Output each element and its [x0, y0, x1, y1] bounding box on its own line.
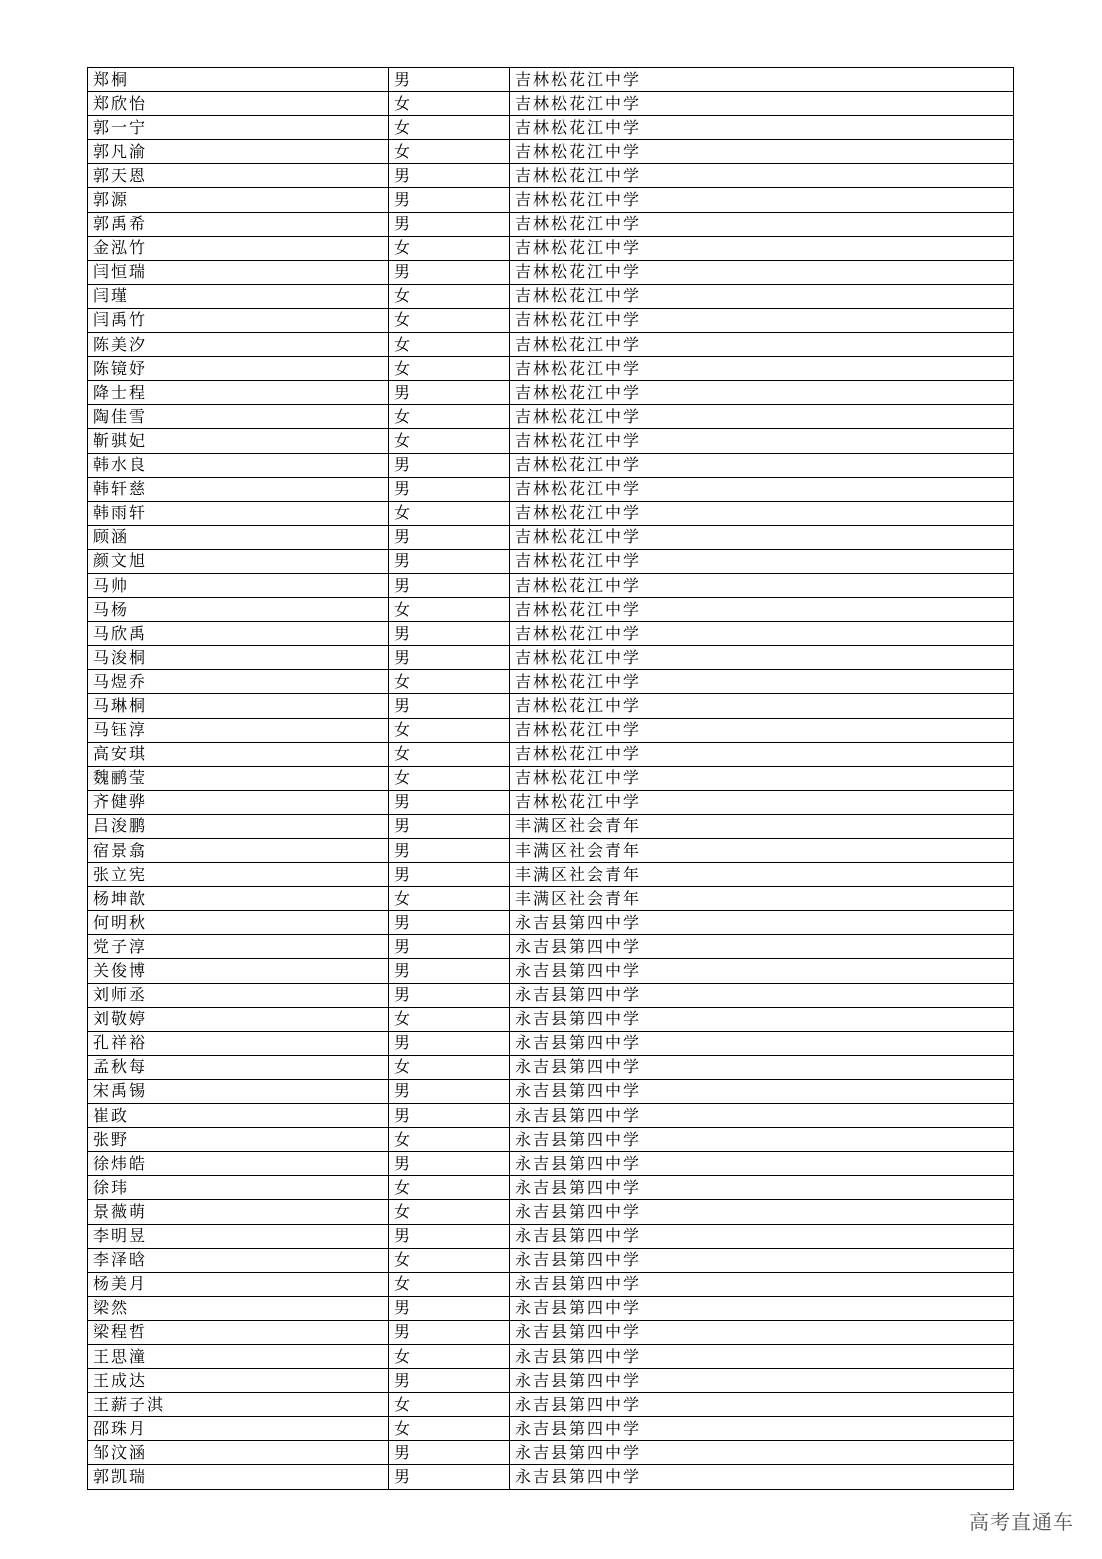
student-name-cell: 马煜乔	[88, 670, 389, 694]
student-name-cell: 刘师丞	[88, 983, 389, 1007]
gender-cell: 男	[389, 164, 510, 188]
student-name-cell: 孟秋每	[88, 1055, 389, 1079]
gender-cell: 女	[389, 116, 510, 140]
table-row	[88, 333, 1014, 357]
gender-cell: 男	[389, 212, 510, 236]
table-row	[88, 357, 1014, 381]
table-row	[88, 1200, 1014, 1224]
school-cell: 吉林松花江中学	[510, 790, 1014, 814]
student-name-cell: 景薇萌	[88, 1200, 389, 1224]
school-cell: 永吉县第四中学	[510, 1465, 1014, 1489]
table-row	[88, 1296, 1014, 1320]
student-name-cell: 吕浚鹏	[88, 814, 389, 838]
table-row	[88, 766, 1014, 790]
student-roster-table	[87, 67, 1014, 1490]
table-row	[88, 1055, 1014, 1079]
gender-cell: 男	[389, 839, 510, 863]
student-name-cell: 闫禹竹	[88, 308, 389, 332]
school-cell: 吉林松花江中学	[510, 477, 1014, 501]
gender-cell: 女	[389, 1055, 510, 1079]
student-name-cell: 马杨	[88, 598, 389, 622]
school-cell: 永吉县第四中学	[510, 1248, 1014, 1272]
table-row	[88, 381, 1014, 405]
gender-cell: 男	[389, 622, 510, 646]
watermark-text: 高考直通车	[969, 1510, 1074, 1534]
student-name-cell: 降士程	[88, 381, 389, 405]
student-name-cell: 徐玮	[88, 1176, 389, 1200]
table-row	[88, 790, 1014, 814]
student-name-cell: 马欣禹	[88, 622, 389, 646]
school-cell: 吉林松花江中学	[510, 622, 1014, 646]
school-cell: 吉林松花江中学	[510, 92, 1014, 116]
table-row	[88, 1369, 1014, 1393]
table-row	[88, 718, 1014, 742]
school-cell: 吉林松花江中学	[510, 718, 1014, 742]
school-cell: 吉林松花江中学	[510, 573, 1014, 597]
gender-cell: 男	[389, 477, 510, 501]
gender-cell: 女	[389, 1272, 510, 1296]
school-cell: 永吉县第四中学	[510, 1176, 1014, 1200]
gender-cell: 男	[389, 1224, 510, 1248]
gender-cell: 男	[389, 1369, 510, 1393]
gender-cell: 女	[389, 501, 510, 525]
student-name-cell: 靳骐妃	[88, 429, 389, 453]
gender-cell: 男	[389, 1465, 510, 1489]
student-name-cell: 党子淳	[88, 935, 389, 959]
school-cell: 永吉县第四中学	[510, 1104, 1014, 1128]
table-row	[88, 236, 1014, 260]
table-row	[88, 1224, 1014, 1248]
student-name-cell: 崔政	[88, 1104, 389, 1128]
student-name-cell: 马琳桐	[88, 694, 389, 718]
gender-cell: 女	[389, 1393, 510, 1417]
table-row	[88, 68, 1014, 92]
school-cell: 吉林松花江中学	[510, 405, 1014, 429]
school-cell: 吉林松花江中学	[510, 766, 1014, 790]
student-name-cell: 王薪子淇	[88, 1393, 389, 1417]
table-row	[88, 983, 1014, 1007]
school-cell: 吉林松花江中学	[510, 501, 1014, 525]
gender-cell: 女	[389, 308, 510, 332]
school-cell: 吉林松花江中学	[510, 670, 1014, 694]
student-name-cell: 颜文旭	[88, 549, 389, 573]
student-name-cell: 顾涵	[88, 525, 389, 549]
student-name-cell: 马帅	[88, 573, 389, 597]
table-row	[88, 814, 1014, 838]
gender-cell: 女	[389, 405, 510, 429]
school-cell: 永吉县第四中学	[510, 1079, 1014, 1103]
gender-cell: 女	[389, 429, 510, 453]
gender-cell: 男	[389, 453, 510, 477]
school-cell: 永吉县第四中学	[510, 959, 1014, 983]
table-row	[88, 1152, 1014, 1176]
table-row	[88, 1176, 1014, 1200]
gender-cell: 男	[389, 549, 510, 573]
gender-cell: 男	[389, 863, 510, 887]
table-row	[88, 1465, 1014, 1489]
student-name-cell: 陶佳雪	[88, 405, 389, 429]
student-name-cell: 徐炜皓	[88, 1152, 389, 1176]
table-row	[88, 742, 1014, 766]
school-cell: 吉林松花江中学	[510, 308, 1014, 332]
student-name-cell: 郭禹希	[88, 212, 389, 236]
student-name-cell: 王成达	[88, 1369, 389, 1393]
table-row	[88, 429, 1014, 453]
gender-cell: 女	[389, 140, 510, 164]
gender-cell: 男	[389, 935, 510, 959]
table-row	[88, 573, 1014, 597]
school-cell: 吉林松花江中学	[510, 381, 1014, 405]
table-row	[88, 839, 1014, 863]
gender-cell: 男	[389, 694, 510, 718]
student-name-cell: 韩水良	[88, 453, 389, 477]
gender-cell: 男	[389, 790, 510, 814]
school-cell: 永吉县第四中学	[510, 983, 1014, 1007]
gender-cell: 女	[389, 1248, 510, 1272]
student-name-cell: 高安琪	[88, 742, 389, 766]
school-cell: 吉林松花江中学	[510, 549, 1014, 573]
gender-cell: 男	[389, 1320, 510, 1344]
student-name-cell: 郭凯瑞	[88, 1465, 389, 1489]
student-name-cell: 郭一宁	[88, 116, 389, 140]
student-name-cell: 金泓竹	[88, 236, 389, 260]
gender-cell: 女	[389, 357, 510, 381]
student-name-cell: 马浚桐	[88, 646, 389, 670]
student-name-cell: 梁程哲	[88, 1320, 389, 1344]
school-cell: 永吉县第四中学	[510, 935, 1014, 959]
table-row	[88, 598, 1014, 622]
table-row	[88, 1079, 1014, 1103]
school-cell: 吉林松花江中学	[510, 742, 1014, 766]
table-row	[88, 911, 1014, 935]
gender-cell: 女	[389, 1176, 510, 1200]
gender-cell: 女	[389, 92, 510, 116]
table-row	[88, 405, 1014, 429]
student-name-cell: 宿景翕	[88, 839, 389, 863]
student-name-cell: 韩轩慈	[88, 477, 389, 501]
student-name-cell: 郭天恩	[88, 164, 389, 188]
gender-cell: 女	[389, 742, 510, 766]
school-cell: 吉林松花江中学	[510, 116, 1014, 140]
table-row	[88, 887, 1014, 911]
gender-cell: 女	[389, 236, 510, 260]
student-name-cell: 魏鹂莹	[88, 766, 389, 790]
table-row	[88, 140, 1014, 164]
school-cell: 吉林松花江中学	[510, 188, 1014, 212]
school-cell: 吉林松花江中学	[510, 68, 1014, 92]
school-cell: 丰满区社会青年	[510, 839, 1014, 863]
table-row	[88, 284, 1014, 308]
table-row	[88, 935, 1014, 959]
school-cell: 吉林松花江中学	[510, 284, 1014, 308]
table-row	[88, 1320, 1014, 1344]
gender-cell: 女	[389, 333, 510, 357]
gender-cell: 男	[389, 959, 510, 983]
student-name-cell: 何明秋	[88, 911, 389, 935]
school-cell: 吉林松花江中学	[510, 236, 1014, 260]
student-name-cell: 邵珠月	[88, 1417, 389, 1441]
school-cell: 永吉县第四中学	[510, 1152, 1014, 1176]
gender-cell: 男	[389, 1104, 510, 1128]
gender-cell: 男	[389, 983, 510, 1007]
gender-cell: 男	[389, 814, 510, 838]
student-name-cell: 李泽晗	[88, 1248, 389, 1272]
school-cell: 永吉县第四中学	[510, 1441, 1014, 1465]
school-cell: 永吉县第四中学	[510, 1224, 1014, 1248]
school-cell: 永吉县第四中学	[510, 1007, 1014, 1031]
student-name-cell: 郭源	[88, 188, 389, 212]
school-cell: 吉林松花江中学	[510, 694, 1014, 718]
school-cell: 永吉县第四中学	[510, 1344, 1014, 1368]
table-row	[88, 260, 1014, 284]
student-name-cell: 张立宪	[88, 863, 389, 887]
school-cell: 永吉县第四中学	[510, 1055, 1014, 1079]
table-row	[88, 1393, 1014, 1417]
gender-cell: 女	[389, 1128, 510, 1152]
school-cell: 丰满区社会青年	[510, 814, 1014, 838]
student-name-cell: 韩雨轩	[88, 501, 389, 525]
student-name-cell: 梁然	[88, 1296, 389, 1320]
student-name-cell: 李明昱	[88, 1224, 389, 1248]
gender-cell: 男	[389, 646, 510, 670]
table-row	[88, 863, 1014, 887]
student-name-cell: 杨坤歆	[88, 887, 389, 911]
school-cell: 永吉县第四中学	[510, 1320, 1014, 1344]
gender-cell: 女	[389, 284, 510, 308]
table-row	[88, 622, 1014, 646]
gender-cell: 女	[389, 887, 510, 911]
table-row	[88, 1007, 1014, 1031]
table-row	[88, 477, 1014, 501]
gender-cell: 男	[389, 1296, 510, 1320]
student-name-cell: 宋禹锡	[88, 1079, 389, 1103]
gender-cell: 女	[389, 718, 510, 742]
gender-cell: 男	[389, 525, 510, 549]
student-name-cell: 张野	[88, 1128, 389, 1152]
table-row	[88, 1417, 1014, 1441]
gender-cell: 男	[389, 260, 510, 284]
gender-cell: 男	[389, 1079, 510, 1103]
table-row	[88, 308, 1014, 332]
school-cell: 永吉县第四中学	[510, 1369, 1014, 1393]
table-row	[88, 1104, 1014, 1128]
student-name-cell: 闫恒瑞	[88, 260, 389, 284]
gender-cell: 男	[389, 1441, 510, 1465]
student-name-cell: 郭凡渝	[88, 140, 389, 164]
school-cell: 吉林松花江中学	[510, 525, 1014, 549]
table-row	[88, 694, 1014, 718]
table-row	[88, 116, 1014, 140]
table-row	[88, 1031, 1014, 1055]
school-cell: 丰满区社会青年	[510, 887, 1014, 911]
table-row	[88, 1441, 1014, 1465]
school-cell: 吉林松花江中学	[510, 646, 1014, 670]
school-cell: 吉林松花江中学	[510, 140, 1014, 164]
gender-cell: 女	[389, 1344, 510, 1368]
student-name-cell: 孔祥裕	[88, 1031, 389, 1055]
gender-cell: 男	[389, 68, 510, 92]
school-cell: 吉林松花江中学	[510, 357, 1014, 381]
gender-cell: 女	[389, 670, 510, 694]
gender-cell: 男	[389, 381, 510, 405]
table-row	[88, 188, 1014, 212]
table-row	[88, 1344, 1014, 1368]
school-cell: 吉林松花江中学	[510, 164, 1014, 188]
gender-cell: 女	[389, 598, 510, 622]
student-name-cell: 陈镜妤	[88, 357, 389, 381]
student-name-cell: 邹汶涵	[88, 1441, 389, 1465]
gender-cell: 女	[389, 1417, 510, 1441]
school-cell: 吉林松花江中学	[510, 598, 1014, 622]
school-cell: 永吉县第四中学	[510, 1417, 1014, 1441]
school-cell: 永吉县第四中学	[510, 911, 1014, 935]
gender-cell: 女	[389, 1200, 510, 1224]
student-name-cell: 闫瑾	[88, 284, 389, 308]
school-cell: 吉林松花江中学	[510, 212, 1014, 236]
student-name-cell: 郑欣怡	[88, 92, 389, 116]
table-row	[88, 959, 1014, 983]
school-cell: 永吉县第四中学	[510, 1031, 1014, 1055]
student-name-cell: 齐健骅	[88, 790, 389, 814]
school-cell: 吉林松花江中学	[510, 453, 1014, 477]
student-name-cell: 关俊博	[88, 959, 389, 983]
school-cell: 丰满区社会青年	[510, 863, 1014, 887]
table-row	[88, 1272, 1014, 1296]
student-name-cell: 杨美月	[88, 1272, 389, 1296]
table-row	[88, 646, 1014, 670]
table-row	[88, 1248, 1014, 1272]
table-row	[88, 164, 1014, 188]
gender-cell: 男	[389, 1152, 510, 1176]
table-row	[88, 1128, 1014, 1152]
gender-cell: 男	[389, 188, 510, 212]
student-name-cell: 郑桐	[88, 68, 389, 92]
student-name-cell: 刘敬婷	[88, 1007, 389, 1031]
table-row	[88, 501, 1014, 525]
gender-cell: 男	[389, 573, 510, 597]
table-row	[88, 453, 1014, 477]
school-cell: 吉林松花江中学	[510, 260, 1014, 284]
student-name-cell: 马钰淳	[88, 718, 389, 742]
school-cell: 吉林松花江中学	[510, 333, 1014, 357]
gender-cell: 女	[389, 1007, 510, 1031]
school-cell: 永吉县第四中学	[510, 1200, 1014, 1224]
school-cell: 永吉县第四中学	[510, 1393, 1014, 1417]
gender-cell: 女	[389, 766, 510, 790]
student-name-cell: 王思潼	[88, 1344, 389, 1368]
school-cell: 永吉县第四中学	[510, 1296, 1014, 1320]
school-cell: 永吉县第四中学	[510, 1272, 1014, 1296]
table-row	[88, 670, 1014, 694]
table-row	[88, 92, 1014, 116]
gender-cell: 男	[389, 911, 510, 935]
table-row	[88, 525, 1014, 549]
roster-body	[88, 68, 1014, 1490]
gender-cell: 男	[389, 1031, 510, 1055]
school-cell: 永吉县第四中学	[510, 1128, 1014, 1152]
school-cell: 吉林松花江中学	[510, 429, 1014, 453]
student-name-cell: 陈美汐	[88, 333, 389, 357]
table-row	[88, 549, 1014, 573]
table-row	[88, 212, 1014, 236]
